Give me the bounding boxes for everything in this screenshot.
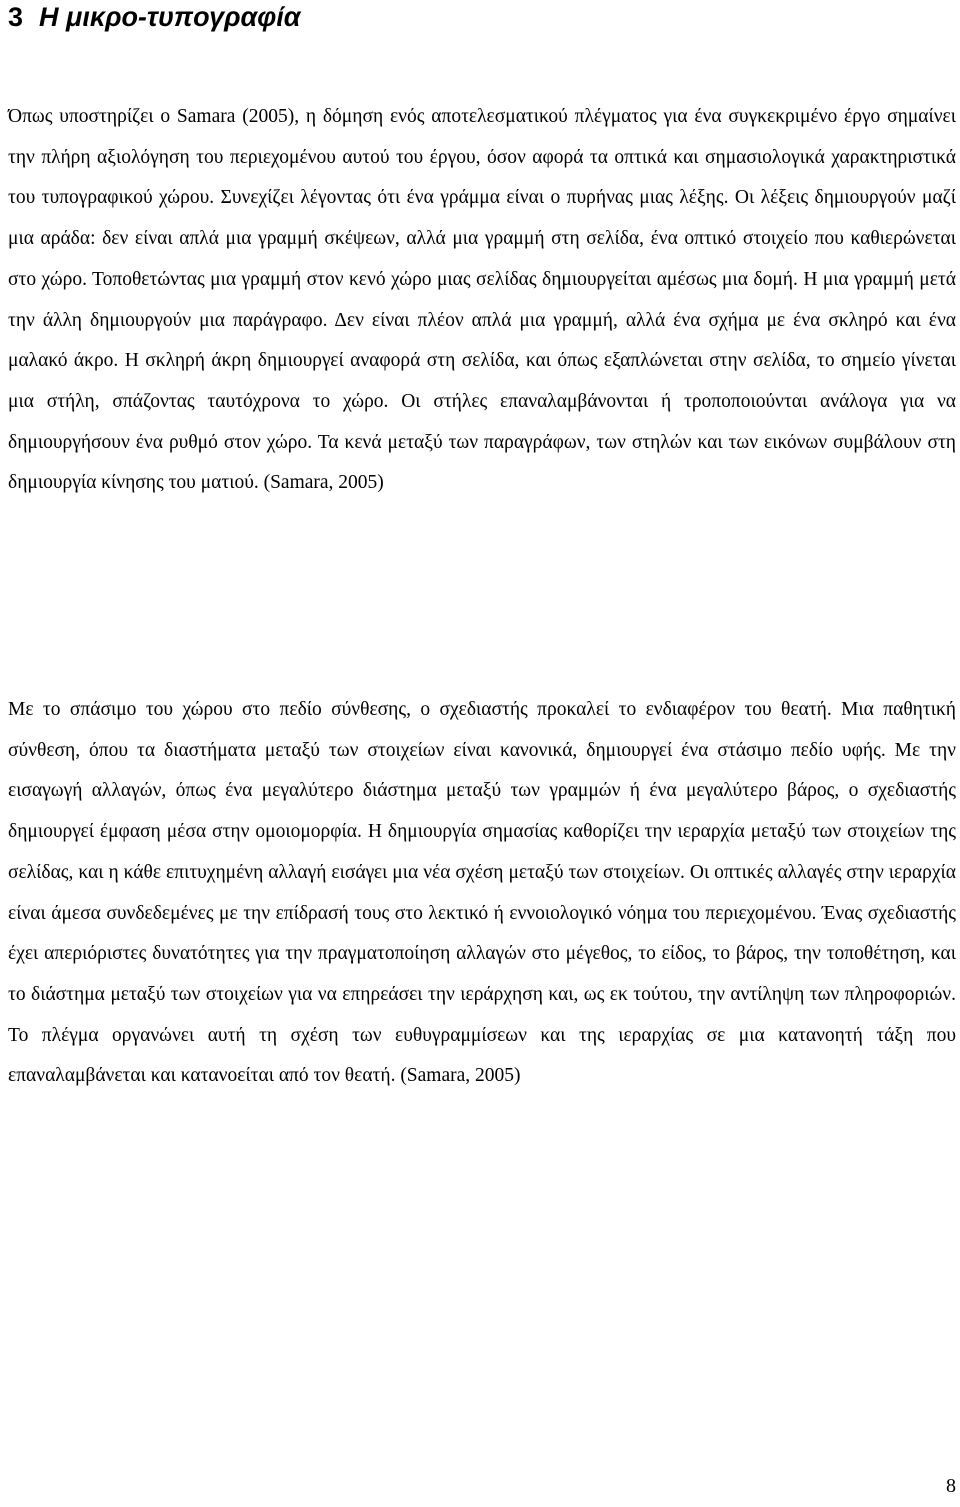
section-heading [8, 0, 301, 34]
page-number: 8 [946, 1475, 956, 1497]
paragraph-1: Όπως υποστηρίζει ο Samara (2005), η δόμηση ενός αποτελεσματικού πλέγματος για ένα συγκεκριμένο έργο σημαίνει την πλήρη αξιολόγηση του περιεχομένου αυτού του έργου, όσον αφορά τα οπτικά και σημασιολογικά χαρακτηριστικά του τυπογραφικού χώρου. Συνεχίζει λέγοντας ότι ένα γράμμα είναι ο πυρήνας μιας λέξης. Οι λέξεις δημιουργούν μαζί μια αράδα: δεν είναι απλά μια γραμμή σκέψεων, αλλά μια γραμμή στη σελίδα, ένα οπτικό στοιχείο που καθιερώνεται στο χώρο. Τοποθετώντας μια γραμμή στον κενό χώρο μιας σελίδας δημιουργείται αμέσως μια δομή. Η μια γραμμή μετά την άλλη δημιουργούν μια παράγραφο. Δεν είναι πλέον απλά μια γραμμή, αλλά ένα σχήμα με ένα σκληρό και ένα μαλακό άκρο. Η σκληρή άκρη δημιουργεί αναφορά στη σελίδα, και όπως εξαπλώνεται στην σελίδα, το σημείο γίνεται μια στήλη, σπάζοντας ταυτόχρονα το χώρο. Οι στήλες επαναλαμβάνονται ή τροποποιούνται ανάλογα για να δημιουργήσουν ένα ρυθμό στον χώρο. Τα κενά μεταξύ των παραγράφων, των στηλών και των εικόνων συμβάλουν στη δημιουργία κίνησης του ματιού. (Samara, 2005) [8, 106, 956, 494]
section-number: 3 [8, 2, 24, 32]
section-title: Η μικρο-τυπογραφία [39, 2, 301, 32]
paragraph-2: Με το σπάσιμο του χώρου στο πεδίο σύνθεσης, ο σχεδιαστής προκαλεί το ενδιαφέρον του θεατή. Μια παθητική σύνθεση, όπου τα διαστήματα μεταξύ των στοιχείων είναι κανονικά, δημιουργεί ένα στάσιμο πεδίο υφής. Με την εισαγωγή αλλαγών, όπως ένα μεγαλύτερο διάστημα μεταξύ των γραμμών ή ένα μεγαλύτερο βάρος, ο σχεδιαστής δημιουργεί έμφαση μέσα στην ομοιομορφία. Η δημιουργία σημασίας καθορίζει την ιεραρχία μεταξύ των στοιχείων της σελίδας, και η κάθε επιτυχημένη αλλαγή εισάγει μια νέα σχέση μεταξύ των στοιχείων. Οι οπτικές αλλαγές στην ιεραρχία είναι άμεσα συνδεδεμένες με την επίδρασή τους στο λεκτικό ή εννοιολογικό νόημα του περιεχομένου. Ένας σχεδιαστής έχει απεριόριστες δυνατότητες για την πραγματοποίηση αλλαγών στο μέγεθος, το είδος, το βάρος, την τοποθέτηση, και το διάστημα μεταξύ των στοιχείων για να επηρεάσει την ιεράρχηση και, ως εκ τούτου, την αντίληψη των πληροφοριών. Το πλέγμα οργανώνει αυτή τη σχέση των ευθυγραμμίσεων και της ιεραρχίας σε μια κατανοητή τάξη που επαναλαμβάνεται και κατανοείται από τον θεατή. (Samara, 2005) [8, 699, 956, 1087]
